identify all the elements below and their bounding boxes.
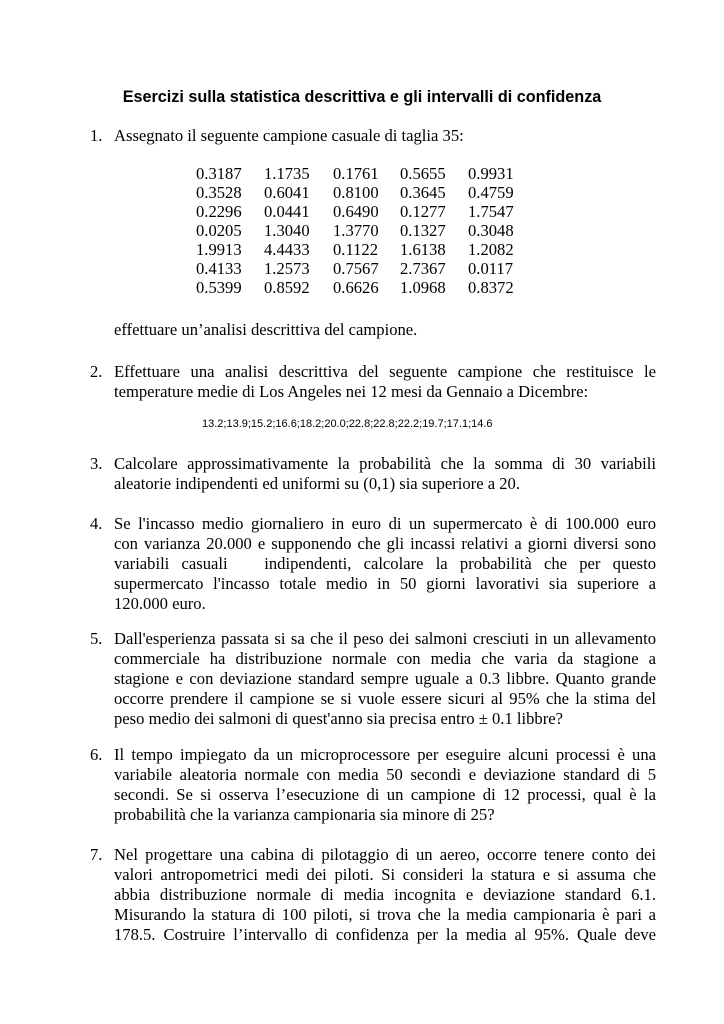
table-cell: 1.3770 [333,221,379,240]
table-cell: 0.1761 [333,164,379,183]
exercise-text-line: Assegnato il seguente campione casuale di taglia 35: [114,126,464,145]
exercise-text-line: peso medio dei salmoni di quest'anno sia precisa entro ± 0.1 libbre? [114,709,563,728]
table-cell: 0.8100 [333,183,379,202]
exercise-number: 3. [90,454,103,473]
exercise-7 [90,845,656,945]
sample-table [196,164,528,297]
exercise-text-line: abbia distribuzione normale di media incognita e deviazione standard 6.1. [114,885,656,904]
exercise-text-line: 178.5. Costruire l’intervallo di confidenza per la media al 95%. Quale deve [114,925,656,944]
exercise-5 [90,629,656,729]
exercise-number: 6. [90,745,103,764]
table-cell: 0.2296 [196,202,242,221]
table-cell: 0.5399 [196,278,242,297]
table-cell: 0.1327 [400,221,446,240]
exercise-text-line: probabilità che la varianza campionaria sia minore di 25? [114,805,495,824]
table-cell: 0.3528 [196,183,242,202]
exercise-text-line: variabile aleatoria normale con media 50 secondi e deviazione standard di 5 [114,765,656,784]
exercise-number: 7. [90,845,103,864]
table-cell: 4.4433 [264,240,310,259]
table-cell: 0.9931 [468,164,514,183]
exercise-text-line: Calcolare approssimativamente la probabilità che la somma di 30 variabili [114,454,656,473]
exercise-text-line: con varianza 20.000 e supponendo che gli incassi relativi a giorni diversi sono [114,534,656,553]
table-cell: 0.3187 [196,164,242,183]
table-row [196,202,528,221]
document-title: Esercizi sulla statistica descrittiva e gli intervalli di confidenza [122,88,602,106]
table-cell: 0.6626 [333,278,379,297]
table-cell: 0.3645 [400,183,446,202]
exercise-text-line: temperature medie di Los Angeles nei 12 mesi da Gennaio a Dicembre: [114,382,589,401]
exercise-text-line: Effettuare una analisi descrittiva del seguente campione che restituisce le [114,362,656,381]
exercise-text-line: aleatorie indipendenti ed uniformi su (0,1) sia superiore a 20. [114,474,520,493]
table-cell: 1.3040 [264,221,310,240]
exercise-text-line: occorre prendere il campione se si vuole essere sicuri al 95% che la stima del [114,689,656,708]
exercise-3 [90,454,656,494]
exercise-text-line: Misurando la statura di 100 piloti, si trova che la media campionaria è pari a [114,905,656,924]
table-row [196,278,528,297]
exercise-4 [90,514,656,614]
table-cell: 2.7367 [400,259,446,278]
table-row [196,259,528,278]
table-cell: 0.6490 [333,202,379,221]
table-cell: 0.4759 [468,183,514,202]
exercise-text-line: secondi. Se si osserva l’esecuzione di un campione di 12 processi, qual è la [114,785,656,804]
table-cell: 0.0441 [264,202,310,221]
table-cell: 0.8372 [468,278,514,297]
exercise-text-line: Nel progettare una cabina di pilotaggio di un aereo, occorre tenere conto dei [114,845,656,864]
table-cell: 0.1122 [333,240,379,259]
exercise-text-line: supermercato l'incasso totale medio in 50 giorni lavorativi sia superiore a [114,574,656,593]
exercise-number: 4. [90,514,103,533]
table-cell: 1.2082 [468,240,514,259]
exercise-number: 5. [90,629,103,648]
exercise-2 [90,362,656,402]
exercise-number: 2. [90,362,103,381]
exercise-text-line: variabili casuali indipendenti, calcolare la probabilità che per questo [114,554,656,573]
table-cell: 0.7567 [333,259,379,278]
exercise-1-followup: effettuare un’analisi descrittiva del campione. [114,320,418,339]
table-cell: 1.7547 [468,202,514,221]
exercise-text-line: stagione e con deviazione standard sempre uguale a 0.3 libbre. Quanto grande [114,669,656,688]
exercise-6 [90,745,656,825]
exercise-text-line: 120.000 euro. [114,594,206,613]
table-row [196,221,528,240]
table-cell: 0.0205 [196,221,242,240]
exercise-text-line: Se l'incasso medio giornaliero in euro di un supermercato è di 100.000 euro [114,514,656,533]
table-cell: 0.3048 [468,221,514,240]
table-cell: 1.9913 [196,240,242,259]
table-row [196,240,528,259]
exercise-text-line: valori antropometrici medi dei piloti. Si consideri la statura e si assuma che [114,865,656,884]
table-cell: 0.1277 [400,202,446,221]
exercise-1 [90,126,656,146]
table-row [196,183,528,202]
table-row [196,164,528,183]
exercise-text-line: commerciale ha distribuzione normale con media che varia da stagione a [114,649,656,668]
table-cell: 1.1735 [264,164,310,183]
table-cell: 1.6138 [400,240,446,259]
table-cell: 1.0968 [400,278,446,297]
table-cell: 0.4133 [196,259,242,278]
temperature-data: 13.2;13.9;15.2;16.6;18.2;20.0;22.8;22.8;22.2;19.7;17.1;14.6 [202,418,493,430]
table-cell: 0.6041 [264,183,310,202]
table-cell: 0.0117 [468,259,514,278]
table-cell: 0.8592 [264,278,310,297]
exercise-number: 1. [90,126,103,145]
table-cell: 1.2573 [264,259,310,278]
table-cell: 0.5655 [400,164,446,183]
exercise-text-line: Dall'esperienza passata si sa che il peso dei salmoni cresciuti in un allevamento [114,629,656,648]
exercise-text-line: Il tempo impiegato da un microprocessore per eseguire alcuni processi è una [114,745,656,764]
